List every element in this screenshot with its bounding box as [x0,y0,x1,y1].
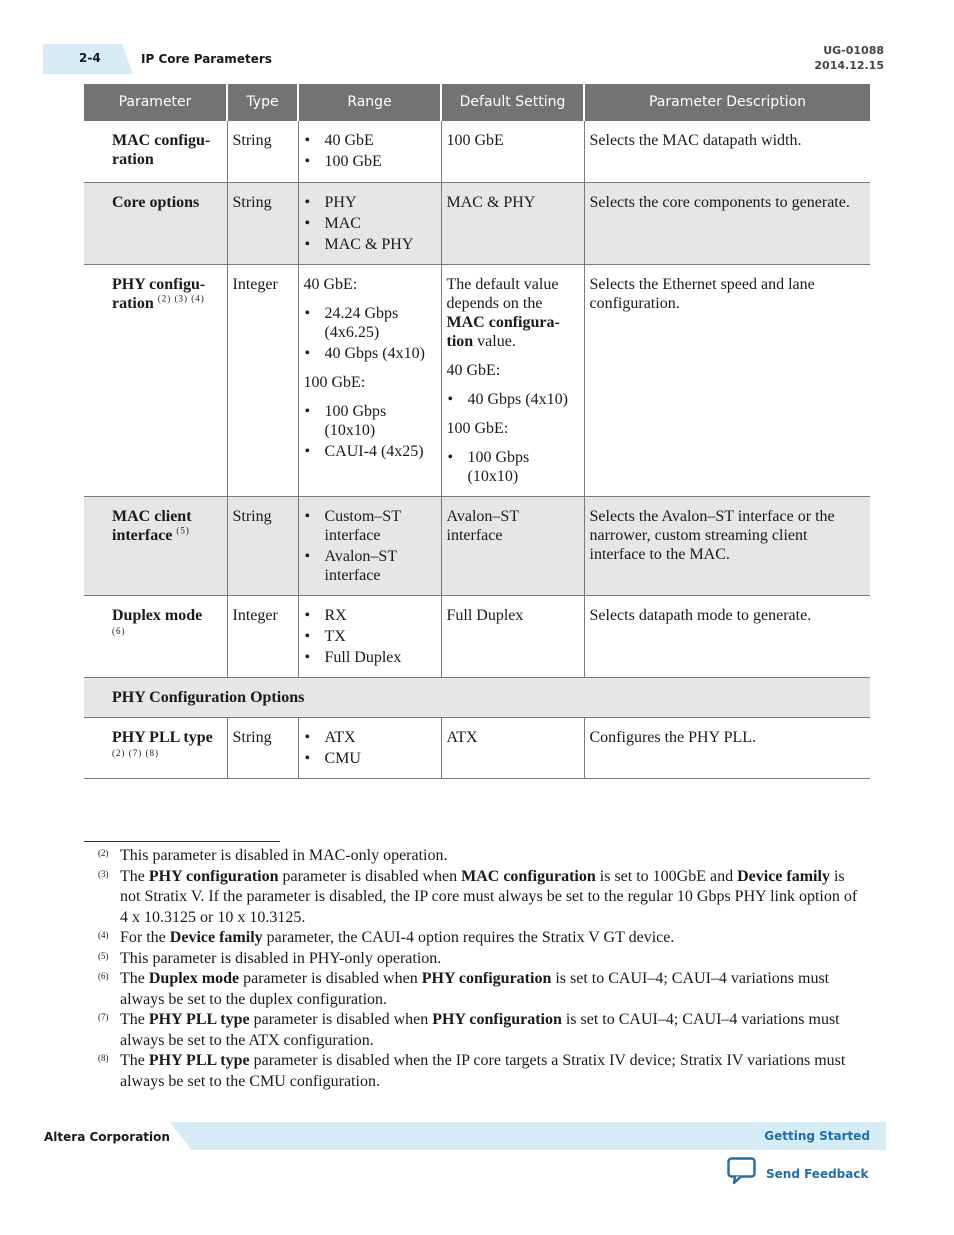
default-intro-text: The default value depends on the [446,275,559,312]
column-header: Default Setting [441,84,584,121]
page-number: 2-4 [79,51,101,65]
parameter-type: String [227,182,298,264]
footnote [96,949,866,970]
parameter-name [84,264,227,496]
range-item: • Custom–ST interface [325,507,436,545]
doc-id: UG-01088 [823,44,884,57]
footnote-number: (6) [98,971,109,981]
footnote-text: parameter is disabled when [249,1011,433,1028]
section-title: IP Core Parameters [141,52,272,66]
table-header-row [84,84,870,121]
send-feedback-link[interactable] [727,1157,868,1190]
company-name: Altera Corporation [44,1130,170,1144]
range-group-heading: 100 GbE: [303,373,366,391]
section-heading: PHY Configuration Options [84,677,870,717]
parameter-name-text: Duplex mode [112,606,203,624]
footnote-number: (4) [98,930,109,940]
parameter-description: Selects the Avalon–ST interface or the narrower, custom streaming client interface to the MAC. [584,496,870,595]
footnote-bold-term: Device family [169,929,263,946]
range-item: • 100 GbE [325,152,436,171]
parameter-name-text: Core options [112,193,200,211]
range-group-heading: 40 GbE: [303,275,358,293]
parameter-description: Selects datapath mode to generate. [584,595,870,677]
default-intro-text: value. [477,332,516,350]
parameters-table [84,84,870,779]
footnote-text: parameter is disabled when the IP core targets a Stratix IV device; Stratix IV variations must always be set to the CMU configuration. [120,1052,846,1090]
parameter-type: String [227,121,298,182]
footnote-text: For the [120,929,170,946]
footnote-text: This parameter is disabled in PHY-only operation. [120,949,442,967]
parameter-description: Selects the core components to generate. [584,182,870,264]
table-row [84,264,870,496]
parameter-name-text: PHY configu-ration [112,275,206,312]
footnote [96,846,866,867]
parameter-range [298,717,441,778]
footnote [96,969,866,1010]
chapter-link[interactable]: Getting Started [764,1129,870,1143]
parameter-range [298,182,441,264]
range-item: • 40 GbE [325,131,436,150]
column-header: Parameter Description [584,84,870,121]
range-item: • RX [325,606,436,625]
parameter-default: 100 GbE [441,121,584,182]
footnote-bold-term: MAC configuration [461,867,596,885]
parameter-range [298,121,441,182]
column-header: Parameter [84,84,227,121]
parameter-name [84,182,227,264]
footnotes [96,846,866,1092]
parameter-description: Selects the MAC datapath width. [584,121,870,182]
footnote [96,867,866,929]
parameter-type: Integer [227,264,298,496]
footnote-bold-term: PHY PLL type [148,1011,250,1028]
parameter-default: MAC & PHY [441,182,584,264]
default-intro-bold: MAC configura-tion [446,313,560,350]
footnote-bold-term: PHY PLL type [148,1052,250,1069]
footnote-text: is not Stratix V. If the parameter is disabled, the IP core must always be set to the regular 10 Gbps PHY link option of 4 x 10.3125 or 10 x 10.3125. [120,867,858,926]
column-header: Type [227,84,298,121]
parameter-name [84,717,227,778]
footnote-number: (7) [98,1012,109,1022]
footnote-text: This parameter is disabled in MAC-only operation. [120,847,448,864]
parameter-range [298,496,441,595]
range-item: • MAC [325,214,436,233]
footnote [96,1051,866,1092]
parameter-name [84,595,227,677]
footnote-refs: (2) (7) (8) [112,747,159,758]
parameter-type: Integer [227,595,298,677]
range-item: • CMU [325,749,436,768]
parameter-description: Selects the Ethernet speed and lane configuration. [584,264,870,496]
table-row [84,496,870,595]
range-item: • TX [325,627,436,646]
footnote-bold-term: Duplex mode [148,970,240,987]
footnote-number: (5) [98,950,109,961]
footnote-text: parameter, the CAUI-4 option requires the Stratix V GT device. [262,929,675,946]
doc-date: 2014.12.15 [814,59,884,72]
table-row [84,121,870,182]
parameter-range [298,595,441,677]
footnote-text: The [120,867,149,885]
footnote-number: (2) [98,848,109,858]
feedback-label: Send Feedback [766,1166,869,1181]
default-group-heading: 40 GbE: [446,361,501,379]
parameter-type: String [227,717,298,778]
footnote-number: (3) [98,868,109,879]
range-item: • PHY [325,193,436,212]
footnote-divider [84,841,280,842]
doc-info [814,43,884,73]
parameter-default: Avalon–ST interface [441,496,584,595]
footnote-refs: (6) [112,625,126,636]
default-group-heading: 100 GbE: [446,419,509,437]
parameter-default: ATX [441,717,584,778]
footnote-text: The [120,970,149,987]
default-item: • 100 Gbps (10x10) [468,448,579,486]
range-item: • ATX [325,728,436,747]
footnote-text: parameter is disabled when [239,970,422,987]
range-item: • 40 Gbps (4x10) [325,344,436,363]
footnote-text: is set to CAUI–4; CAUI–4 variations must always be set to the duplex configuration. [120,970,830,1008]
footnote [96,928,866,949]
parameter-name [84,496,227,595]
parameter-default [441,264,584,496]
footnote-text: is set to CAUI–4; CAUI–4 variations must always be set to the ATX configuration. [120,1011,840,1049]
parameter-name-text: MAC configu-ration [112,132,211,168]
footnote-bold-term: Device family [737,867,830,885]
default-item: • 40 Gbps (4x10) [468,390,579,409]
footnote-number: (8) [98,1053,109,1063]
parameter-description: Configures the PHY PLL. [584,717,870,778]
section-row [84,677,870,717]
range-item: • Full Duplex [325,648,436,667]
footnote-bold-term: PHY configuration [432,1011,562,1028]
footnote-refs: (5) [176,525,190,536]
range-item: • 24.24 Gbps (4x6.25) [325,304,436,342]
footnote [96,1010,866,1051]
table-row [84,182,870,264]
parameter-name-text: PHY PLL type [112,728,213,746]
parameter-range [298,264,441,496]
parameter-name-text: MAC client interface [112,507,192,544]
footnote-text: parameter is disabled when [278,867,462,885]
default-intro [447,275,579,351]
parameter-default: Full Duplex [441,595,584,677]
footnote-bold-term: PHY configuration [148,867,279,885]
table-row [84,717,870,778]
column-header: Range [298,84,441,121]
footnote-refs: (2) (3) (4) [157,293,205,304]
range-item: • MAC & PHY [325,235,436,254]
parameter-name [84,121,227,182]
feedback-icon [727,1157,757,1190]
range-item: • CAUI-4 (4x25) [325,442,436,461]
footnote-bold-term: PHY configuration [421,970,552,987]
table-row [84,595,870,677]
footnote-text: The [120,1052,149,1069]
range-item: • Avalon–ST interface [325,547,436,585]
range-item: • 100 Gbps (10x10) [325,402,436,440]
footnote-text: is set to 100GbE and [595,867,738,885]
footnote-text: The [120,1011,149,1028]
parameter-type: String [227,496,298,595]
